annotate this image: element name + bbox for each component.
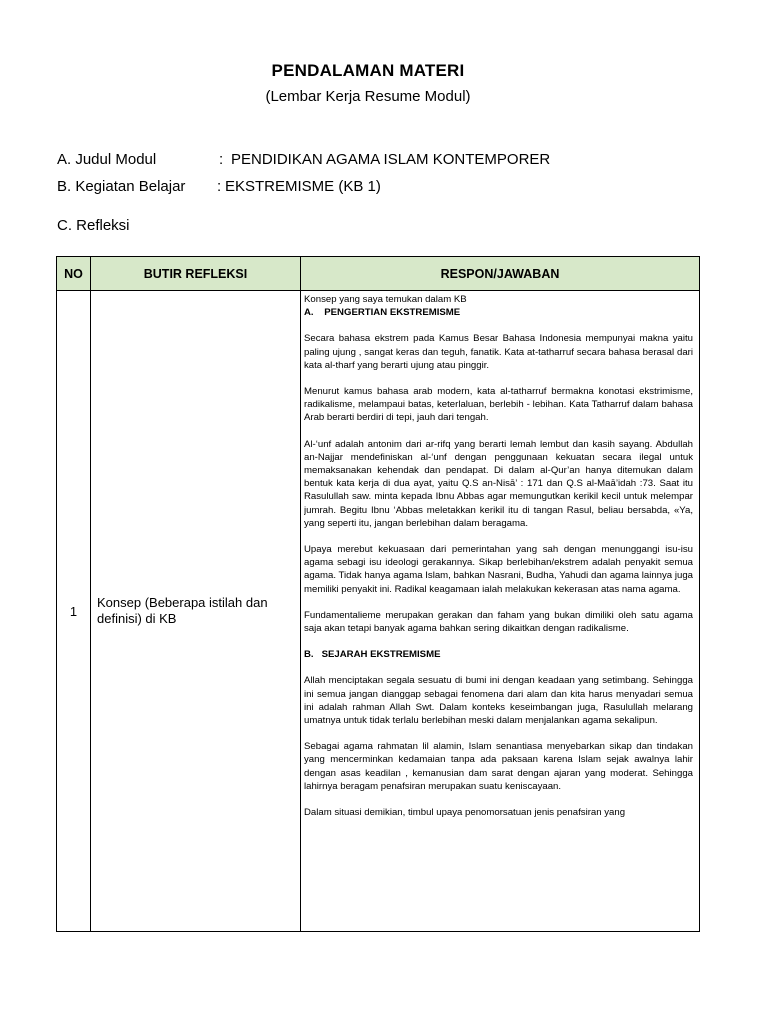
module-title-value: PENDIDIKAN AGAMA ISLAM KONTEMPORER <box>231 151 551 168</box>
learning-activity-label: B. Kegiatan Belajar <box>57 178 186 195</box>
response-intro: Konsep yang saya temukan dalam KB <box>304 294 467 305</box>
row-number: 1 <box>57 291 91 932</box>
response-paragraph: Allah menciptakan segala sesuatu di bumi ini dengan keadaan yang setimbang. Sehingga ini semua jangan dianggap sebagai fenomena dari alam dan kita harus menyadari semua ini adalah rahman Allah Swt. Dalam konteks keseimbangan juga, Rasulullah melarang umatnya untuk tidak terlalu berlebihan meski dalam menjalankan agama sekalipun. <box>304 675 693 727</box>
learning-activity-value: EKSTREMISME (KB 1) <box>225 178 381 195</box>
response-paragraph: Dalam situasi demikian, timbul upaya penomorsatuan jenis penafsiran yang <box>304 807 626 819</box>
reflection-table <box>56 256 700 932</box>
response-paragraph: Fundamentalieme merupakan gerakan dan faham yang bukan dimiliki oleh satu agama saja akan tetapi banyak agama bahkan sering dikaitkan dengan radikalisme. <box>304 609 693 635</box>
response-text <box>304 293 693 929</box>
module-title-separator: : <box>219 151 224 168</box>
reflection-item: Konsep (Beberapa istilah dan definisi) di KB <box>91 291 301 932</box>
response-paragraph: Upaya merebut kekuasaan dari pemerintahan yang sah dengan menunggangi isu-isu agama sebagi isu ideologi gerakannya. Sikap berlebihan/ekstrem adalah penyakit semua agama. Tidak hanya agama Islam, bahkan Nasrani, Budha, Yahudi dan agama lainnya juga memiliki penyakit ini. Radikal keagamaan ialah melakukan kekerasan atas nama agama. <box>304 544 693 595</box>
heading-pengertian: A. PENGERTIAN EKSTREMISME <box>304 307 461 319</box>
response-paragraph: Al-‘unf adalah antonim dari ar-rifq yang berarti lemah lembut dan kasih sayang. Abdullah an-Najjar mendefiniskan al-‘unf dengan penggunaan kekuatan secara ilegal untuk memaksanakan kehendak dan pendapat. Di dalam al-Qur’an hanya ditemukan dalam bentuk kata kerja di dua ayat, yaitu Q.S an-Nisā’ : 171 dan Q.S al-Maā’idah :73. Saat itu Rasulullah saw. minta kepada Ibnu Abbas agar memungutkan kerikil kecil untuk melempar jumrah. Begitu Ibnu ‘Abbas meletakkan kerikil itu di tangan Rasul, beliau bersabda, «Ya, yang seperti itu, jangan berlebihan dalam beragama. <box>304 438 693 529</box>
learning-activity-row <box>57 178 381 195</box>
module-title-row <box>57 151 550 168</box>
heading-sejarah: B. SEJARAH EKSTREMISME <box>304 649 441 661</box>
table-header-row <box>57 257 700 291</box>
header-butir-refleksi: BUTIR REFLEKSI <box>91 257 301 291</box>
table-row <box>57 291 700 932</box>
header-respon-jawaban: RESPON/JAWABAN <box>301 257 700 291</box>
learning-activity-separator: : <box>217 178 222 195</box>
response-paragraph: Menurut kamus bahasa arab modern, kata al-tatharruf bermakna konotasi ekstrimisme, radikalisme, melampaui batas, keterlaluan, berlebih - lebihan. Kata Tatharruf dalam bahasa Arab berarti berdiri di tepi, jauh dari tengah. <box>304 386 693 424</box>
page-title: PENDALAMAN MATERI <box>271 61 465 80</box>
page-subtitle: (Lembar Kerja Resume Modul) <box>265 88 471 105</box>
header-no: NO <box>57 257 91 291</box>
module-title-label: A. Judul Modul <box>57 151 157 168</box>
response-paragraph: Sebagai agama rahmatan lil alamin, Islam senantiasa menyebarkan sikap dan tindakan yang mencerminkan kedamaian tanpa ada paksaan karena Islam sejak awalnya lahir dengan asas keadilan , kemanusian dam sarat dengan ajaran yang moderat. Sehingga lahirnya beragam penafsiran merupakan suatu keniscayaan. <box>304 741 693 792</box>
response-paragraph: Secara bahasa ekstrem pada Kamus Besar Bahasa Indonesia mempunyai makna yaitu paling ujung , sangat keras dan teguh, fanatik. Kata at-tatharruf secara bahasa berasal dari kata al-tharf yang berarti ujung atau pinggir. <box>304 333 693 371</box>
response-cell <box>301 291 700 932</box>
reflection-section-heading: C. Refleksi <box>57 217 130 234</box>
